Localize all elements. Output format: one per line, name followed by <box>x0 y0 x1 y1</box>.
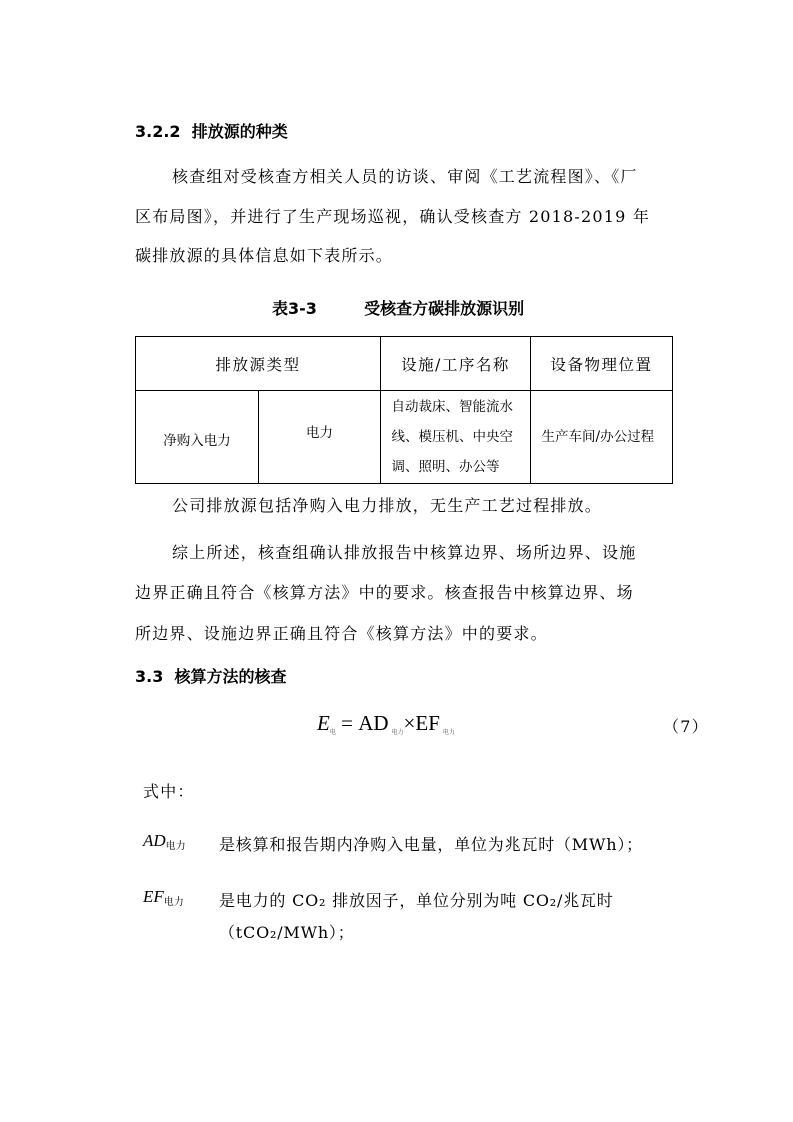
table-caption-title: 受核查方碳排放源识别 <box>364 299 525 318</box>
para2: 公司排放源包括净购入电力排放，无生产工艺过程排放。 <box>172 496 603 515</box>
formula <box>317 711 455 736</box>
para3-line1: 综上所述，核查组确认排放报告中核算边界、场所边界、设施 <box>172 543 637 562</box>
formula-ef: EF <box>415 711 440 735</box>
para3-line2: 边界正确且符合《核算方法》中的要求。核查报告中核算边界、场 <box>135 583 634 602</box>
definition-text-ef-cont: （tCO₂/MWh）； <box>219 923 355 942</box>
cell-facility <box>381 391 531 484</box>
symbol-ad: AD <box>143 831 166 850</box>
formula-equals: = <box>341 711 353 735</box>
cell-location-text: 生产车间/办公过程 <box>541 429 655 445</box>
emission-source-table <box>135 336 673 484</box>
table-header-row <box>136 337 673 391</box>
where-label: 式中： <box>143 782 195 801</box>
formula-ef-sub: 电力 <box>442 730 455 736</box>
section-title: 排放源的种类 <box>191 122 288 141</box>
formula-ad-sub: 电力 <box>391 730 404 736</box>
symbol-ef: EF <box>143 887 164 906</box>
definition-symbol-ef <box>143 887 184 908</box>
cell-subtype: 电力 <box>259 391 381 484</box>
para1-line2: 区布局图》，并进行了生产现场巡视，确认受核查方 2018-2019 年 <box>135 207 651 226</box>
formula-ad: AD <box>358 711 389 735</box>
symbol-ad-sub: 电力 <box>165 841 186 852</box>
formula-times: × <box>403 711 416 735</box>
para1-line1: 核查组对受核查方相关人员的访谈、审阅《工艺流程图》、《厂 <box>172 167 638 186</box>
section-number: 3.2.2 <box>135 122 181 141</box>
cell-type: 净购入电力 <box>136 391 259 484</box>
formula-number: （7） <box>663 717 709 736</box>
definition-text-ad: 是核算和报告期内净购入电量，单位为兆瓦时（MWh）； <box>219 835 643 854</box>
formula-e-sub: 电 <box>329 730 336 736</box>
table-row <box>136 391 673 484</box>
header-facility: 设施/工序名称 <box>381 337 531 391</box>
section-heading-3-3 <box>135 664 287 687</box>
cell-facility-text: 自动裁床、智能流水线、模压机、中央空调、照明、办公等 <box>391 399 514 475</box>
section-title: 核算方法的核查 <box>174 667 287 686</box>
symbol-ef-sub: 电力 <box>163 897 184 908</box>
section-heading-3-2-2 <box>135 119 288 142</box>
para1-line3: 碳排放源的具体信息如下表所示。 <box>135 246 394 265</box>
definition-symbol-ad <box>143 831 186 852</box>
formula-e: E <box>317 711 330 735</box>
table-caption <box>272 296 524 319</box>
section-number: 3.3 <box>135 667 164 686</box>
table-caption-label: 表3-3 <box>272 299 317 318</box>
para3-line3: 所边界、设施边界正确且符合《核算方法》中的要求。 <box>135 624 548 643</box>
header-source-type: 排放源类型 <box>136 337 381 391</box>
cell-location <box>531 391 673 484</box>
definition-text-ef: 是电力的 CO₂ 排放因子，单位分别为吨 CO₂/兆瓦时 <box>219 891 614 910</box>
header-location: 设备物理位置 <box>531 337 673 391</box>
